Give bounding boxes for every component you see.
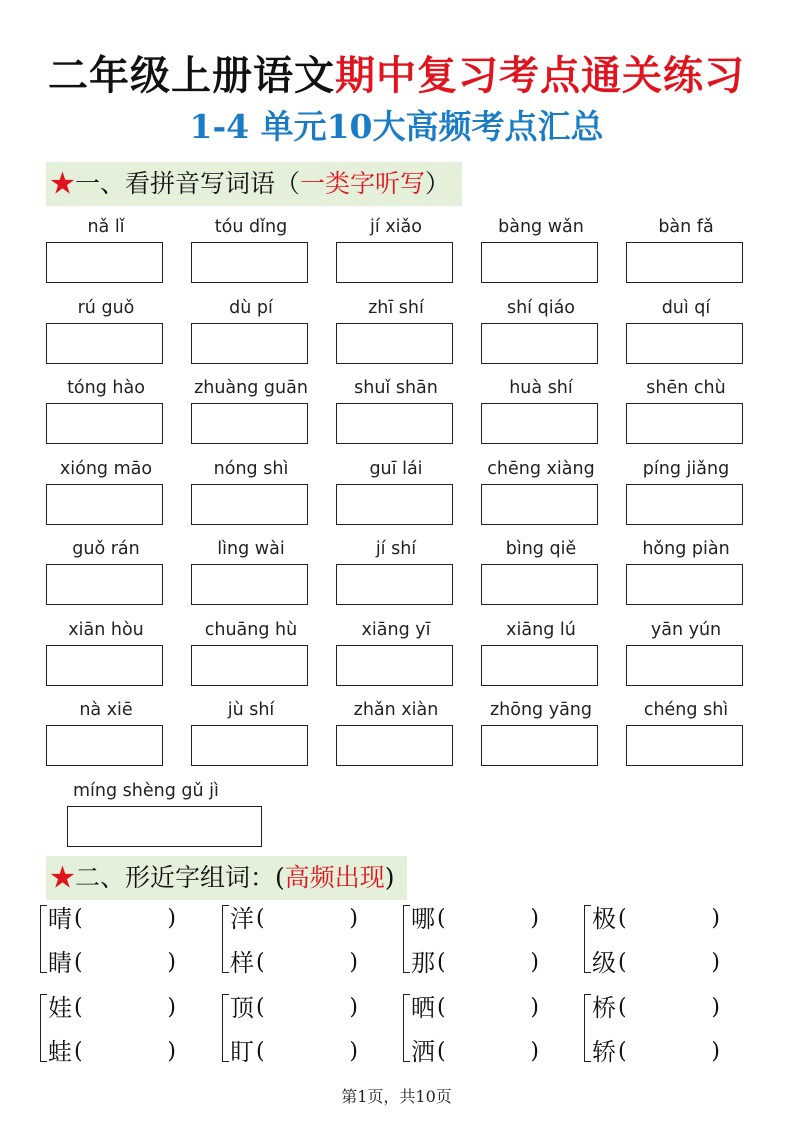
answer-box[interactable] [626,564,743,605]
pinyin-label: zhī shí [368,298,424,318]
pinyin-cell [626,296,746,364]
section1-label: 一、看拼音写词语（ [75,169,301,198]
pinyin-cell [336,618,456,686]
answer-box[interactable] [67,806,262,847]
open-paren: ( [74,995,83,1020]
answer-box[interactable] [191,645,308,686]
close-paren: ) [530,906,539,931]
open-paren: ( [256,950,265,975]
open-paren: ( [74,1039,83,1064]
pinyin-label: shēn chù [646,378,726,398]
answer-box[interactable] [626,484,743,525]
close-paren: ) [349,906,358,931]
close-paren: ) [167,1039,176,1064]
char-word-row[interactable] [592,943,752,983]
open-paren: ( [74,906,83,931]
answer-box[interactable] [191,564,308,605]
pinyin-cell [626,698,746,766]
answer-box[interactable] [191,242,308,283]
page-subtitle: 1-4 单元10大高频考点汇总 [189,107,604,146]
char-word-row[interactable] [411,988,571,1028]
star-icon: ★ [50,863,76,892]
char-word-row[interactable] [230,988,390,1028]
char-pair-group [592,899,752,983]
pinyin-label: xióng māo [59,459,153,479]
close-paren: ) [711,995,720,1020]
close-paren: ) [711,1039,720,1064]
pinyin-cell [191,376,311,444]
pinyin-cell [46,618,166,686]
section1-highlight: 一类字听写 [300,169,426,198]
char-word-row[interactable] [411,899,571,939]
pinyin-label: duì qí [661,298,711,318]
answer-box[interactable] [626,403,743,444]
pinyin-cell [46,376,166,444]
char-pair-group [592,988,752,1072]
pinyin-cell [481,296,601,364]
pinyin-label: nǎ lǐ [87,217,125,237]
pinyin-label: xiāng yī [361,620,431,640]
bracket-icon [222,905,229,973]
close-paren: ) [349,1039,358,1064]
char-word-row[interactable] [48,899,208,939]
pinyin-label: míng shèng gǔ jì [73,781,219,801]
answer-box[interactable] [336,564,453,605]
title-part-review: 期中复习考点通关练习 [335,52,745,99]
pinyin-label: jù shí [227,700,275,720]
pinyin-label: zhōng yāng [489,700,593,720]
answer-box[interactable] [46,484,163,525]
bracket-icon [40,994,47,1062]
answer-box[interactable] [481,564,598,605]
pinyin-label: jí xiǎo [370,217,422,237]
similar-character: 洒 [411,1038,435,1066]
pinyin-cell [626,618,746,686]
answer-box[interactable] [191,484,308,525]
pinyin-label: lìng wài [217,539,285,559]
pinyin-label: chēng xiàng [487,459,595,479]
open-paren: ( [618,1039,627,1064]
pinyin-cell [46,296,166,364]
answer-box[interactable] [481,242,598,283]
section2-highlight: 高频出现 [284,863,385,892]
pinyin-label: dù pí [229,298,273,318]
similar-character: 睛 [48,949,72,977]
similar-character: 轿 [592,1038,616,1066]
pinyin-label: xiān hòu [68,620,144,640]
close-paren: ) [711,950,720,975]
open-paren: ( [618,950,627,975]
char-word-row[interactable] [48,1032,208,1072]
pinyin-cell [481,618,601,686]
answer-box[interactable] [46,242,163,283]
answer-box[interactable] [336,323,453,364]
pinyin-label: rú guǒ [77,298,135,318]
close-paren: ) [167,906,176,931]
answer-box[interactable] [481,484,598,525]
section1-header [46,162,462,206]
char-pair-group [48,899,208,983]
answer-box[interactable] [626,725,743,766]
answer-box[interactable] [336,403,453,444]
char-word-row[interactable] [230,943,390,983]
open-paren: ( [74,950,83,975]
pinyin-cell [46,215,166,283]
pinyin-label: bìng qiě [505,539,577,559]
pinyin-cell-last [67,779,267,847]
open-paren: ( [437,906,446,931]
bracket-icon [222,994,229,1062]
answer-box[interactable] [481,403,598,444]
bracket-icon [40,905,47,973]
answer-box[interactable] [481,645,598,686]
close-paren: ) [530,995,539,1020]
answer-box[interactable] [46,323,163,364]
pinyin-cell [336,698,456,766]
close-paren: ) [349,995,358,1020]
pinyin-cell [191,537,311,605]
char-pair-group [411,988,571,1072]
char-word-row[interactable] [48,988,208,1028]
pinyin-label: zhuàng guān [194,378,308,398]
pinyin-cell [191,698,311,766]
pinyin-cell [626,376,746,444]
pinyin-label: tóng hào [67,378,145,398]
page-footer: 第1页，共10页 [341,1087,452,1106]
bracket-icon [584,905,591,973]
close-paren: ) [711,906,720,931]
pinyin-label: jí shí [375,539,417,559]
char-pair-group [411,899,571,983]
pinyin-label: yān yún [650,620,722,640]
pinyin-label: xiāng lú [506,620,576,640]
pinyin-cell [481,698,601,766]
char-word-row[interactable] [592,988,752,1028]
bracket-icon [584,994,591,1062]
pinyin-label: chéng shì [643,700,729,720]
answer-box[interactable] [336,645,453,686]
bracket-icon [403,994,410,1062]
char-word-row[interactable] [411,1032,571,1072]
answer-box[interactable] [46,725,163,766]
pinyin-cell [191,618,311,686]
pinyin-cell [481,215,601,283]
close-paren: ) [530,1039,539,1064]
close-paren: ) [167,950,176,975]
pinyin-label: tóu dǐng [214,217,288,237]
similar-character: 哪 [411,905,435,933]
close-paren: ) [349,950,358,975]
pinyin-label: huà shí [509,378,573,398]
answer-box[interactable] [336,484,453,525]
pinyin-cell [481,537,601,605]
char-word-row[interactable] [411,943,571,983]
bracket-icon [403,905,410,973]
pinyin-label: guī lái [369,459,423,479]
char-pair-group [230,899,390,983]
similar-character: 样 [230,949,254,977]
title-part-grade: 二年级上册语文 [48,52,335,99]
pinyin-label: nóng shì [213,459,289,479]
open-paren: ( [437,995,446,1020]
section2-header [46,856,407,900]
pinyin-cell [46,537,166,605]
open-paren: ( [618,906,627,931]
answer-box[interactable] [191,403,308,444]
answer-box[interactable] [46,564,163,605]
char-pair-group [48,988,208,1072]
answer-box[interactable] [46,403,163,444]
pinyin-cell [336,537,456,605]
similar-character: 娃 [48,994,72,1022]
pinyin-cell [191,215,311,283]
answer-box[interactable] [626,645,743,686]
close-paren: ) [167,995,176,1020]
pinyin-cell [336,376,456,444]
open-paren: ( [256,995,265,1020]
answer-box[interactable] [191,725,308,766]
similar-character: 蛙 [48,1038,72,1066]
close-paren: ) [530,950,539,975]
char-word-row[interactable] [230,899,390,939]
pinyin-label: bàng wǎn [498,217,584,237]
pinyin-cell [191,457,311,525]
char-word-row[interactable] [48,943,208,983]
answer-box[interactable] [626,323,743,364]
similar-character: 顶 [230,994,254,1022]
answer-box[interactable] [336,725,453,766]
answer-box[interactable] [481,323,598,364]
similar-character: 那 [411,949,435,977]
pinyin-cell [336,215,456,283]
similar-character: 晴 [48,905,72,933]
similar-character: 极 [592,905,616,933]
answer-box[interactable] [46,645,163,686]
pinyin-label: zhǎn xiàn [353,700,439,720]
pinyin-cell [626,537,746,605]
pinyin-label: nà xiē [79,700,133,720]
star-icon: ★ [50,169,76,198]
answer-box[interactable] [626,242,743,283]
pinyin-label: guǒ rán [72,539,140,559]
section2-close: ) [384,863,395,892]
open-paren: ( [256,906,265,931]
pinyin-label: píng jiǎng [642,459,730,479]
char-word-row[interactable] [592,1032,752,1072]
pinyin-cell [481,457,601,525]
pinyin-label: bàn fǎ [658,217,714,237]
section1-close: ） [425,169,451,198]
pinyin-cell [626,215,746,283]
pinyin-label: chuāng hù [204,620,298,640]
section2-label: 二、形近字组词：( [75,863,285,892]
answer-box[interactable] [191,323,308,364]
open-paren: ( [437,950,446,975]
page-title [0,50,793,102]
pinyin-cell [336,296,456,364]
similar-character: 级 [592,949,616,977]
open-paren: ( [256,1039,265,1064]
char-word-row[interactable] [592,899,752,939]
pinyin-label: shí qiáo [506,298,576,318]
similar-character: 盯 [230,1038,254,1066]
answer-box[interactable] [481,725,598,766]
answer-box[interactable] [336,242,453,283]
char-word-row[interactable] [230,1032,390,1072]
open-paren: ( [618,995,627,1020]
similar-character: 桥 [592,994,616,1022]
open-paren: ( [437,1039,446,1064]
pinyin-cell [481,376,601,444]
similar-character: 晒 [411,994,435,1022]
pinyin-label: shuǐ shān [354,378,438,398]
pinyin-cell [46,698,166,766]
pinyin-cell [336,457,456,525]
pinyin-cell [46,457,166,525]
similar-character: 洋 [230,905,254,933]
char-pair-group [230,988,390,1072]
pinyin-cell [191,296,311,364]
pinyin-cell [626,457,746,525]
pinyin-label: hǒng piàn [642,539,730,559]
